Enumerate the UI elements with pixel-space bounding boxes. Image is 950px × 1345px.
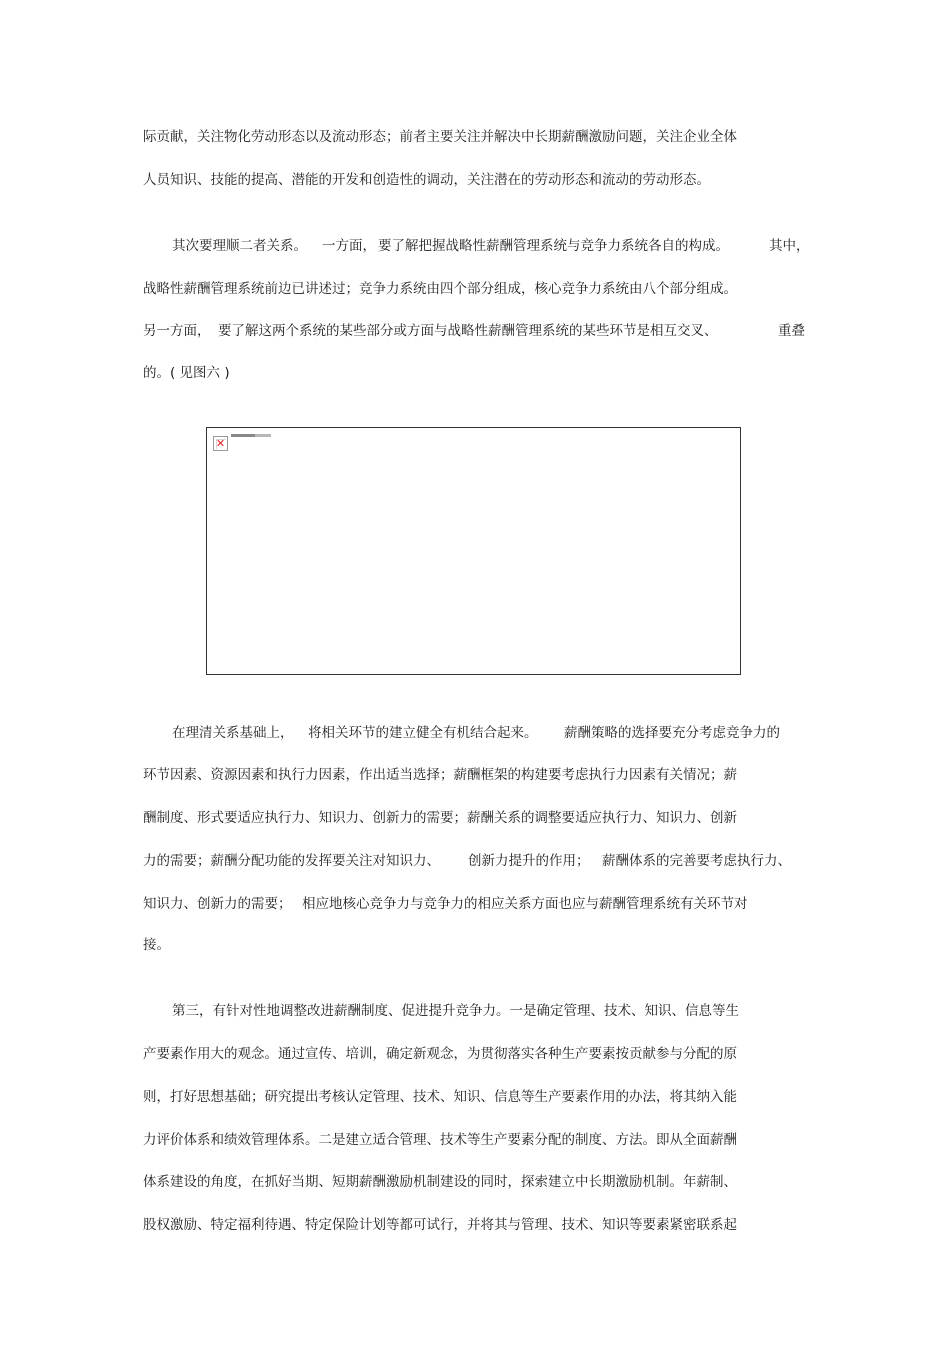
broken-image-icon: [213, 436, 228, 451]
text-line: 战略性薪酬管理系统前边已讲述过；竞争力系统由四个部分组成，核心竞争力系统由八个部分组成。: [143, 281, 737, 297]
text-segment: 知识力、创新力的需要；: [143, 896, 292, 912]
text-segment: 另一方面，: [143, 323, 211, 339]
text-segment: 力的需要；薪酬分配功能的发挥要关注对知识力、: [143, 853, 440, 869]
text-line: 环节因素、资源因素和执行力因素，作出适当选择；薪酬框架的构建要考虑执行力因素有关情况；薪: [143, 767, 737, 783]
text-line: 人员知识、技能的提高、潜能的开发和创造性的调动，关注潜在的劳动形态和流动的劳动形态。: [143, 172, 710, 188]
image-caption-smudge: [231, 434, 271, 437]
text-segment: 在理清关系基础上，: [172, 725, 294, 741]
text-segment: 要了解把握战略性薪酬管理系统与竞争力系统各自的构成。: [378, 238, 729, 254]
text-line: 的。( 见图六 ): [143, 365, 230, 381]
text-segment: 薪酬体系的完善要考虑执行力、: [602, 853, 791, 869]
text-segment: 重叠: [778, 323, 805, 339]
text-segment: 相应地核心竞争力与竞争力的相应关系方面也应与薪酬管理系统有关环节对: [302, 896, 748, 912]
text-line: 产要素作用大的观念。通过宣传、培训，确定新观念，为贯彻落实各种生产要素按贡献参与分配的原: [143, 1046, 737, 1062]
text-segment: 要了解这两个系统的某些部分或方面与战略性薪酬管理系统的某些环节是相互交叉、: [218, 323, 718, 339]
text-segment: 一方面，: [322, 238, 376, 254]
figure-placeholder: [206, 427, 741, 675]
text-line: 酬制度、形式要适应执行力、知识力、创新力的需要；薪酬关系的调整要适应执行力、知识力、创新: [143, 810, 737, 826]
text-segment: 将相关环节的建立健全有机结合起来。: [308, 725, 538, 741]
text-line: 体系建设的角度，在抓好当期、短期薪酬激励机制建设的同时，探索建立中长期激励机制。年薪制、: [143, 1174, 737, 1190]
text-segment: 其中，: [769, 238, 810, 254]
text-line: 第三，有针对性地调整改进薪酬制度、促进提升竞争力。一是确定管理、技术、知识、信息等生: [172, 1003, 739, 1019]
close-icon: ✕: [215, 437, 226, 450]
text-segment: 其次要理顺二者关系。: [172, 238, 307, 254]
text-line: 际贡献，关注物化劳动形态以及流动形态；前者主要关注并解决中长期薪酬激励问题，关注企业全体: [143, 129, 737, 145]
text-segment: 薪酬策略的选择要充分考虑竞争力的: [564, 725, 780, 741]
text-segment: 创新力提升的作用；: [468, 853, 590, 869]
text-line: 接。: [143, 937, 170, 953]
text-line: 股权激励、特定福利待遇、特定保险计划等都可试行，并将其与管理、技术、知识等要素紧密联系起: [143, 1217, 737, 1233]
text-line: 力评价体系和绩效管理体系。二是建立适合管理、技术等生产要素分配的制度、方法。即从全面薪酬: [143, 1132, 737, 1148]
text-line: 则，打好思想基础；研究提出考核认定管理、技术、知识、信息等生产要素作用的办法，将其纳入能: [143, 1089, 737, 1105]
